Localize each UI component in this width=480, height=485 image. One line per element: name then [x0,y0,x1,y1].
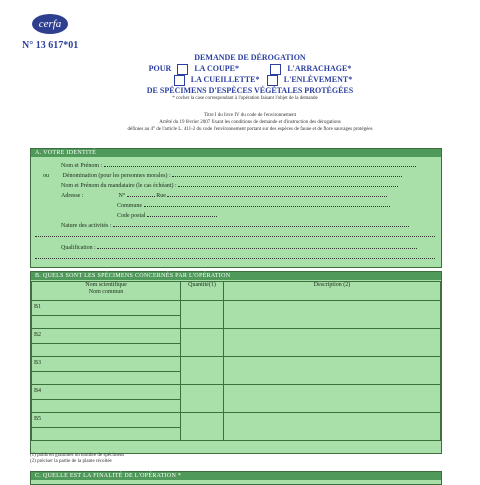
label-qualification: Qualification : [61,245,96,251]
label-nom-prenom: Nom et Prénom : [61,163,103,169]
row-commune [117,201,390,209]
section-identity [30,148,442,268]
header-common-name: Nom commun [88,289,124,295]
field-qualification-line-2[interactable] [35,253,435,259]
row-label-b5: B5 [34,416,42,422]
checkbox-enlevement[interactable] [267,75,278,86]
label-code-postal: Code postal [117,213,146,219]
label-coupe: LA COUPE* [194,64,239,73]
field-denomination[interactable] [172,171,402,177]
header-names [32,282,181,301]
form-title [110,52,390,96]
title-line-4: DE SPÉCIMENS D'ESPÈCES VÉGÉTALES PROTÉGÉES [146,86,354,95]
row-activites [61,221,409,229]
cell-description-b3[interactable] [224,357,441,385]
specimens-table [31,281,441,441]
cell-quantity-b5[interactable] [181,413,224,441]
checkbox-coupe[interactable] [177,64,188,75]
legal-line-2: Arrêté du 19 février 2007 fixant les conditions de demande et d'instruction des dérogations [159,120,341,125]
checkbox-cueillette[interactable] [174,75,185,86]
table-row [32,413,441,441]
section-specimens [30,271,442,454]
checkbox-arrachage[interactable] [270,64,281,75]
row-mandataire [61,181,398,189]
row-qualification-continued [35,253,435,261]
cell-quantity-b1[interactable] [181,301,224,329]
cell-description-b2[interactable] [224,329,441,357]
footnotes [30,453,124,465]
label-activites: Nature des activités : [61,223,112,229]
field-qualification[interactable] [97,243,417,249]
section-c-heading: C. QUELLE EST LA FINALITÉ DE L'OPÉRATION * [31,472,441,480]
row-label-b1: B1 [34,304,42,310]
label-cueillette: LA CUEILLETTE* [190,75,260,84]
label-mandataire: Nom et Prénom du mandataire (le cas échéant) : [61,183,177,189]
field-commune[interactable] [144,201,390,207]
cell-names-b2[interactable] [32,329,181,357]
field-rue[interactable] [167,191,387,197]
cell-names-b1[interactable] [32,301,181,329]
label-ou: ou [43,173,49,179]
label-denomination: Dénomination (pour les personnes morales) : [62,173,171,179]
legal-line-1: Titre I du livre IV du code de l'environnement [204,113,296,118]
row-activites-continued [35,231,435,239]
form-number: N° 13 617*01 [22,40,79,51]
legal-references [100,112,400,133]
title-line-2 [110,63,390,74]
specimens-table-header [32,282,441,301]
cerfa-logo: cerfa [32,14,68,34]
table-row [32,301,441,329]
row-adresse [61,191,387,199]
cell-quantity-b2[interactable] [181,329,224,357]
row-label-b2: B2 [34,332,42,338]
field-code-postal[interactable] [147,211,217,217]
field-mandataire[interactable] [178,181,398,187]
cell-description-b1[interactable] [224,301,441,329]
header-quantity: Quantité(1) [181,282,224,301]
footnote-1: (1) poids en grammes ou nombre de spécimens [30,453,125,458]
row-label-b3: B3 [34,360,42,366]
cell-description-b4[interactable] [224,385,441,413]
section-a-heading: A. VOTRE IDENTITÉ [31,149,441,157]
checkbox-note: * cocher la case correspondant à l'opération faisant l'objet de la demande [172,96,318,101]
label-rue: Rue [156,193,166,199]
section-purpose [30,471,442,485]
cell-names-b4[interactable] [32,385,181,413]
field-activites[interactable] [113,221,409,227]
row-code-postal [117,211,217,219]
table-row [32,357,441,385]
label-numero: N° [118,193,126,199]
label-adresse: Adresse : [61,193,84,199]
table-row [32,385,441,413]
field-numero[interactable] [127,191,155,197]
cell-quantity-b4[interactable] [181,385,224,413]
header-description: Description (2) [224,282,441,301]
row-denomination [43,171,402,179]
label-arrachage: L'ARRACHAGE* [287,64,352,73]
cell-names-b5[interactable] [32,413,181,441]
title-line-1: DEMANDE DE DÉROGATION [194,53,306,62]
label-enlevement: L'ENLÈVEMENT* [283,75,353,84]
legal-line-3: définies au 4° de l'article L. 411-2 du code l'environnement portant sur des espèces de faune et de flore sauvages protégées [127,127,373,132]
footnote-2: (2) préciser la partie de la plante récoltée [30,459,112,464]
title-pour: POUR [148,64,172,73]
title-line-3 [110,74,390,85]
label-commune: Commune [117,203,142,209]
row-label-b4: B4 [34,388,42,394]
cell-description-b5[interactable] [224,413,441,441]
field-activites-line-2[interactable] [35,231,435,237]
row-nom-prenom [61,161,416,169]
section-b-heading: B. QUELS SONT LES SPÉCIMENS CONCERNÉS PAR L'OPÉRATION [31,272,441,280]
header-scientific-name: Nom scientifique [85,282,127,288]
cell-quantity-b3[interactable] [181,357,224,385]
row-qualification [61,243,417,251]
field-nom-prenom[interactable] [104,161,416,167]
table-row [32,329,441,357]
cell-names-b3[interactable] [32,357,181,385]
